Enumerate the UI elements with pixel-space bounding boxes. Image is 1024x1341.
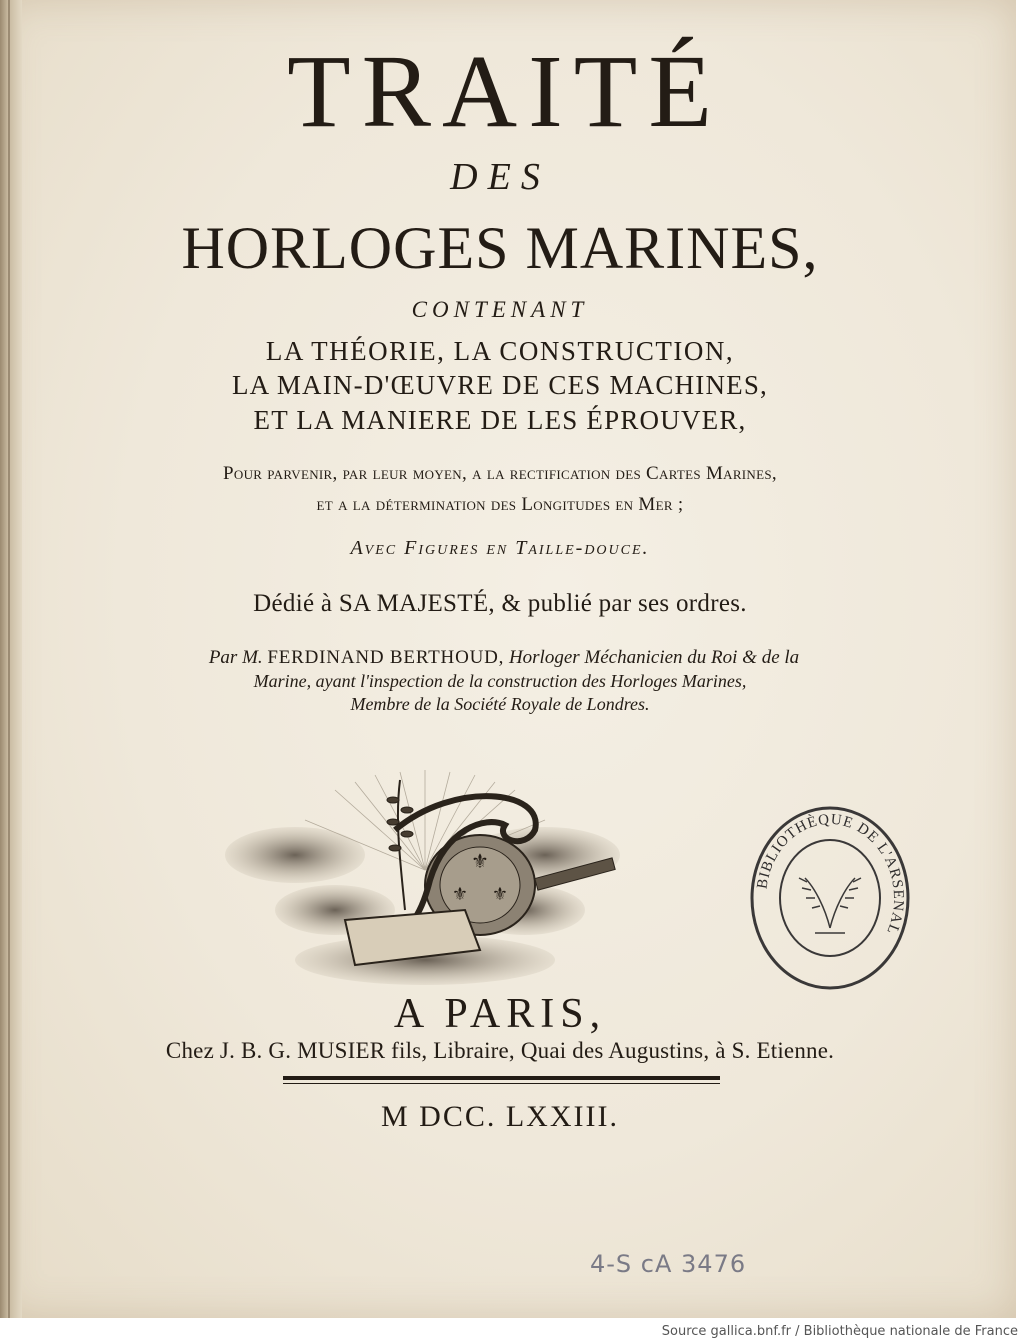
imprint-year: M DCC. LXXIII. [381, 1100, 619, 1133]
author-name: FERDINAND BERTHOUD, [267, 647, 505, 668]
purpose-line-2: et a la détermination des Longitudes en Mer ; [316, 494, 684, 515]
subtitle-line-2: LA MAIN-D'ŒUVRE DE CES MACHINES, [231, 370, 769, 400]
shelfmark-annotation: 4-S cA 3476 [590, 1250, 747, 1278]
engraved-vignette [215, 760, 635, 990]
author-prefix: Par M. [208, 647, 263, 668]
svg-text:⚜: ⚜ [491, 884, 509, 904]
purpose-line-1: Pour parvenir, par leur moyen, a la rectification des Cartes Marines, [223, 463, 777, 484]
subtitle-contenant: CONTENANT [411, 297, 589, 322]
library-stamp [745, 798, 915, 998]
source-credit: Source gallica.bnf.fr / Bibliothèque nationale de France [661, 1324, 1018, 1339]
title-main: TRAITÉ [287, 34, 723, 149]
palm-icon [799, 878, 861, 933]
imprint-rule-thin [283, 1083, 720, 1084]
imprint-publisher: Chez J. B. G. MUSIER fils, Libraire, Quai des Augustins, à S. Etienne. [165, 1038, 835, 1063]
figures-note: Avec Figures en Taille-douce. [350, 537, 650, 559]
stamp-text: BIBLIOTHÈQUE DE L'ARSENAL [754, 811, 907, 937]
imprint-city: A PARIS, [393, 991, 607, 1037]
author-line-3: Membre de la Société Royale de Londres. [350, 694, 650, 714]
dedication: Dédié à SA MAJESTÉ, & publié par ses ordres. [253, 590, 747, 617]
title-des: DES [450, 156, 550, 198]
author-line-1 [0, 647, 1008, 669]
subtitle-line-3: ET LA MANIERE DE LES ÉPROUVER, [253, 405, 747, 435]
subtitle-line-1: LA THÉORIE, LA CONSTRUCTION, [265, 336, 735, 366]
imprint-rule-thick [283, 1076, 720, 1080]
author-title: Horloger Méchanicien du Roi & de la [508, 647, 800, 668]
svg-text:⚜: ⚜ [471, 851, 489, 873]
author-line-2: Marine, ayant l'inspection de la construction des Horloges Marines, [253, 671, 747, 691]
title-horloges-marines: HORLOGES MARINES, [181, 215, 819, 281]
laurel-branch [387, 780, 413, 910]
svg-text:⚜: ⚜ [451, 884, 469, 904]
